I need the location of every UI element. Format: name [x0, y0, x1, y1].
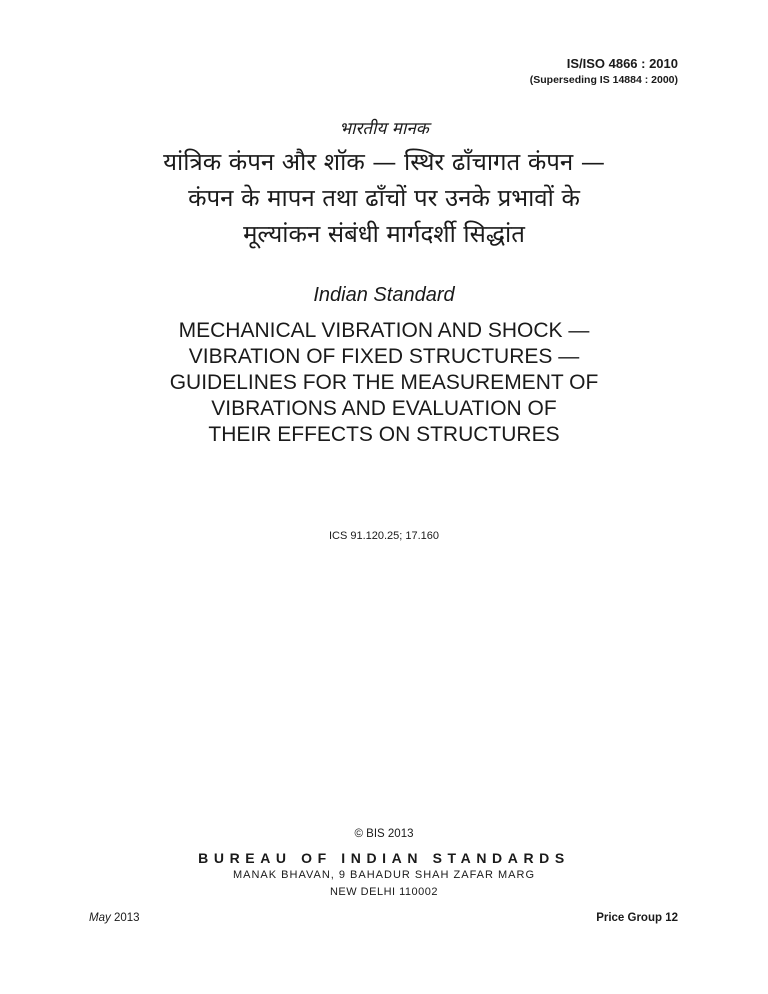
english-title — [0, 318, 768, 448]
ics-code: ICS 91.120.25; 17.160 — [328, 530, 440, 542]
publication-year: 2013 — [113, 912, 140, 924]
english-standard-label: Indian Standard — [313, 284, 455, 306]
copyright-notice: © BIS 2013 — [354, 828, 414, 840]
publisher-name: BUREAU OF INDIAN STANDARDS — [198, 850, 570, 866]
publication-month: May — [89, 912, 111, 924]
hindi-standard-label: भारतीय मानक — [339, 119, 429, 139]
english-title-line: VIBRATION OF FIXED STRUCTURES — — [188, 345, 580, 368]
english-title-line: VIBRATIONS AND EVALUATION OF — [211, 397, 557, 420]
price-group: Price Group 12 — [596, 912, 678, 924]
publication-date — [89, 912, 140, 924]
superseding-note: (Superseding IS 14884 : 2000) — [529, 74, 678, 86]
standard-number: IS/ISO 4866 : 2010 — [566, 56, 678, 71]
english-title-line: THEIR EFFECTS ON STRUCTURES — [208, 423, 560, 446]
hindi-title-line: मूल्यांकन संबंधी मार्गदर्शी सिद्धांत — [243, 220, 525, 248]
english-title-line: GUIDELINES FOR THE MEASUREMENT OF — [169, 371, 599, 394]
publisher-address-line: MANAK BHAVAN, 9 BAHADUR SHAH ZAFAR MARG — [232, 869, 536, 881]
hindi-title-line: कंपन के मापन तथा ढाँचों पर उनके प्रभावों के — [188, 184, 580, 212]
publisher-city-line: NEW DELHI 110002 — [329, 886, 439, 898]
hindi-title-line: यांत्रिक कंपन और शॉक — स्थिर ढाँचागत कंपन — — [163, 148, 605, 176]
english-title-line: MECHANICAL VIBRATION AND SHOCK — — [178, 319, 590, 342]
hindi-title — [0, 144, 768, 252]
